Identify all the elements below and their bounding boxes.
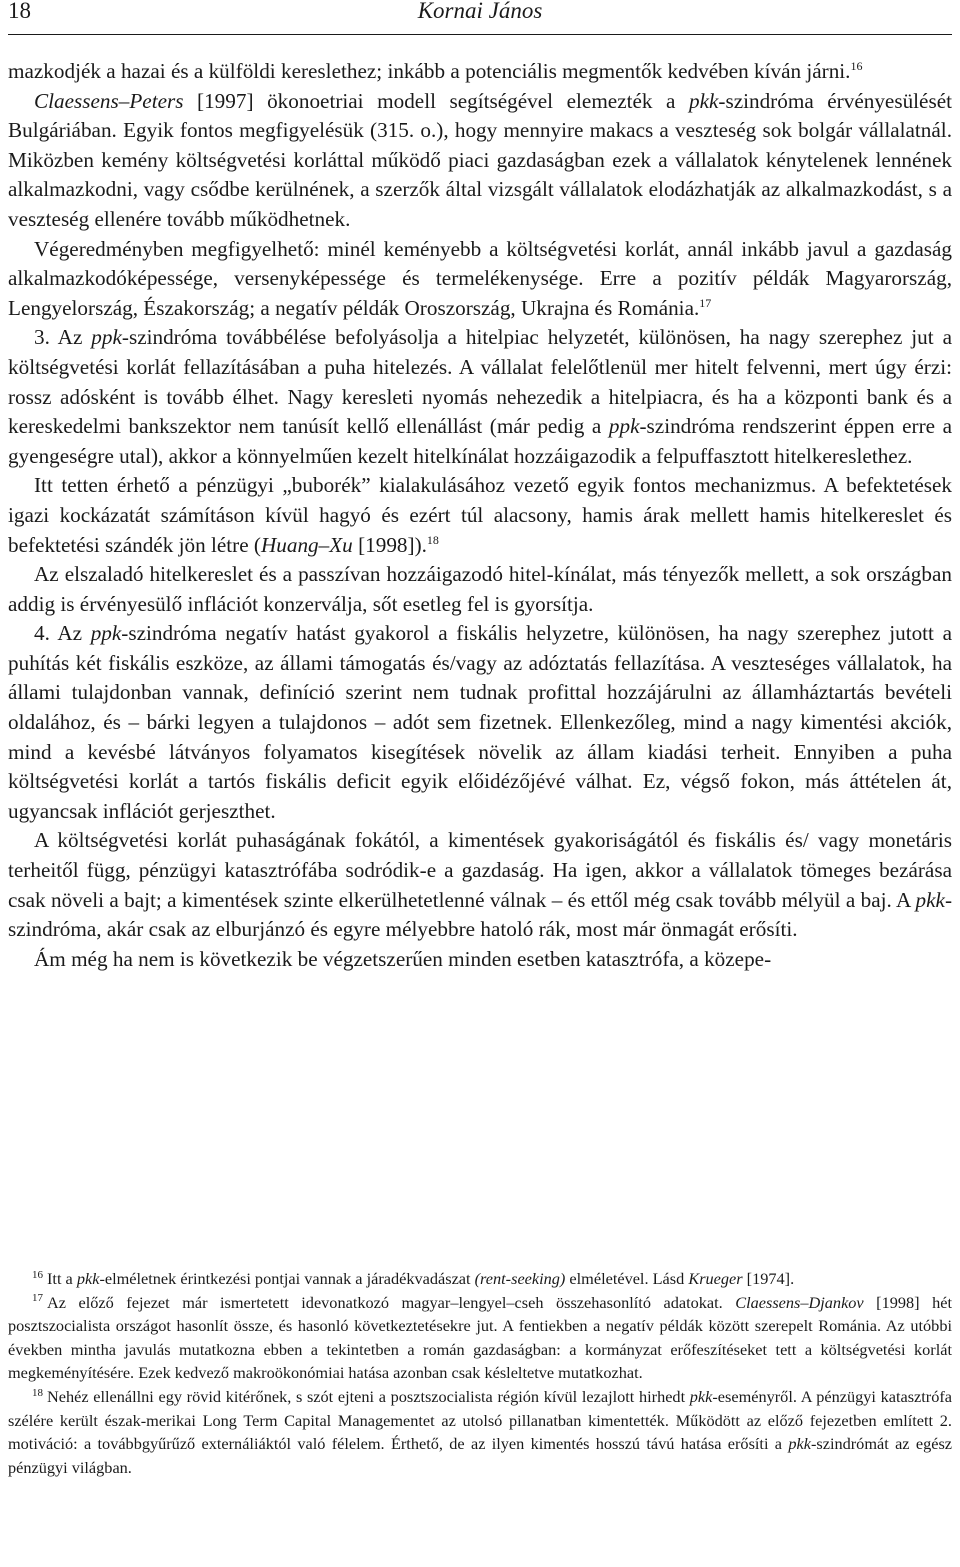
term-italic: pkk bbox=[788, 1434, 811, 1454]
term-italic: ppk bbox=[90, 621, 122, 646]
text-run: [1997] ökonoetriai modell segítségével elemezték a bbox=[183, 88, 689, 113]
main-text bbox=[8, 57, 952, 974]
paragraph bbox=[8, 235, 952, 324]
text-run: -eseményről. A pénzügyi katasztrófa szélére került észak-merikai Long Term Capital Managementet az utolsó pillanatban kimentették. Működött az előző fejezetben említett 2. motiváció: a továbbgyűrűző externáliáktól való félelem. Érthető, de az ilyen kimentés hosszú távú hatása erősíti a bbox=[8, 1386, 952, 1454]
footnote-ref[interactable]: 17 bbox=[699, 295, 712, 310]
footnote-number: 16 bbox=[32, 1268, 43, 1281]
text-run: -szindróma továbbélése befolyásolja a hitelpiac helyzetét, különösen, ha nagy szerephez jut a költségvetési korlát fellazításában a puha hitelezés. A vállalat felelőtlenül mer hitelt felvenni, mert úgy érzi: rossz adósként is tovább élhet. Nagy keresleti nyomás nehezedik a hitelpiacra, és ha a központi bank és a kereskedelmi bankszektor nem tanúsít kellő ellenállást (már pedig a bbox=[8, 325, 952, 439]
running-head: Kornai János bbox=[417, 0, 543, 23]
text-run: [1998] hét posztszocialista országot hasonlít össze, és hasonló következtetésekre jut. A fentiekben a negatív példák között szerepelt Románia. Az utóbbi években mintha javulás mutatkozna ebben a tekintetben a román gazdaságban: a kormányzat erőfeszítéseket tett a költségvetési korlát megkeményítésére. Ezek kedvező makroökonómiai hatása azonban csak késleltetve mutatkozhat. bbox=[8, 1292, 953, 1383]
author-citation: Claessens–Peters bbox=[34, 88, 184, 113]
paragraph bbox=[8, 87, 952, 235]
footnote-ref[interactable]: 16 bbox=[850, 58, 863, 73]
footnote bbox=[8, 1267, 952, 1291]
term-italic: pkk bbox=[915, 887, 945, 912]
paragraph bbox=[8, 560, 952, 619]
text-run: Nehéz ellenállni egy rövid kitérőnek, s szót ejteni a posztszocialista régión kívül lezajlott hirhedt bbox=[47, 1386, 690, 1406]
author-citation: Huang–Xu bbox=[260, 532, 353, 557]
text-run: -szindróma érvényesülését Bulgáriában. Egyik fontos megfigyelésük (315. o.), hogy mennyire makacs a veszteség sok bolgár vállalatnál. Miközben kemény költségvetési korláttal működő piaci gazdaságban ezek a vállalatok kénytelenek lennének alkalmazkodni, vagy csődbe kerülnének, a szerzők által vizsgált vállalatok elodázhatják az alkalmazkodást, s a veszteség ellenére tovább működhetnek. bbox=[8, 88, 952, 231]
page-header bbox=[8, 0, 952, 35]
text-run: mazkodjék a hazai és a külföldi kereslethez; inkább a potenciális megmentők kedvében kíván járni. bbox=[8, 59, 851, 83]
text-run: Az elszaladó hitelkereslet és a passzívan hozzáigazodó hitel-kínálat, más tényezők mellett, a sok országban addig is érvényesülő inflációt konzerválja, sőt esetleg fel is gyorsítja. bbox=[8, 562, 952, 616]
term-italic: ppk bbox=[608, 414, 640, 439]
text-run: elméletével. Lásd bbox=[565, 1269, 689, 1288]
paragraph bbox=[8, 57, 952, 87]
text-run: [1974]. bbox=[742, 1269, 795, 1288]
text-run: Végeredményben megfigyelhető: minél keményebb a költségvetési korlát, annál inkább javul a gazdaság alkalmazkodóképessége, versenyképessége és termelékenysége. Erre a pozitív példák Magyarország, Lengyelország, Északország; a negatív példák Oroszország, Ukrajna és Románia. bbox=[8, 236, 952, 320]
term-italic: pkk bbox=[76, 1269, 100, 1288]
text-run: Itt tetten érhető a pénzügyi „buborék” kialakulásához vezető egyik fontos mechanizmus. A befektetések igazi kockázatát számításon kívül hagyó és ezért túl alacsony, hamis árak mellett hamis hitelkereslet és befektetési szándék jön létre ( bbox=[8, 473, 952, 557]
text-run: Itt a bbox=[47, 1269, 77, 1288]
term-italic: ppk bbox=[91, 325, 122, 350]
text-run: Az előző fejezet már ismertetett idevonatkozó magyar–lengyel–cseh összehasonlító adatokat. bbox=[47, 1292, 736, 1312]
term-italic: pkk bbox=[689, 88, 719, 113]
footnote-ref[interactable]: 18 bbox=[426, 532, 439, 547]
paragraph bbox=[8, 945, 952, 975]
text-run: Ám még ha nem is következik be végzetszerűen minden esetben katasztrófa, a közepe- bbox=[34, 946, 772, 971]
footnote-number: 17 bbox=[32, 1292, 43, 1305]
footnote-number: 18 bbox=[32, 1386, 43, 1399]
text-run: A költségvetési korlát puhaságának fokától, a kimentések gyakoriságától és fiskális és/ vagy monetáris terheitől függ, pénzügyi katasztrófába sodródik-e a gazdaság. Ha igen, akkor a vállalatok tömeges bezárása csak növeli a bajt; a kimentések szinte elkerülhetetlenné válnak – és ettől még csak tovább mélyül a baj. A bbox=[8, 828, 952, 912]
footnote bbox=[8, 1385, 952, 1479]
paragraph bbox=[8, 471, 952, 560]
author-citation: Claessens–Djankov bbox=[735, 1292, 864, 1312]
text-run: -szindróma rendszerint éppen erre a gyengeségre utal), akkor a könnyelműen kezelt hitelkínálat hozzáigazodik a felpuffasztott hitelkereslethez. bbox=[8, 414, 952, 468]
paragraph bbox=[8, 826, 952, 944]
text-run: 3. Az bbox=[34, 325, 92, 350]
footnote bbox=[8, 1291, 952, 1385]
text-run: -szindróma, akár csak az elburjánzó és egyre mélyebbre hatoló rák, most már önmagát erősíti. bbox=[8, 887, 952, 942]
paragraph bbox=[8, 323, 952, 471]
author-citation: Krueger bbox=[688, 1269, 743, 1288]
text-run: 4. Az bbox=[34, 621, 91, 646]
page-number: 18 bbox=[8, 0, 31, 23]
text-run: -szindrómát az egész pénzügyi világban. bbox=[8, 1434, 953, 1477]
term-italic: (rent-seeking) bbox=[474, 1269, 566, 1288]
footnotes bbox=[8, 1267, 952, 1479]
paragraph bbox=[8, 619, 952, 826]
text-run: [1998]). bbox=[352, 532, 427, 557]
term-italic: pkk bbox=[689, 1386, 713, 1406]
text-run: -elméletnek érintkezési pontjai vannak a járadékvadászat bbox=[99, 1269, 475, 1288]
text-run: -szindróma negatív hatást gyakorol a fiskális helyzetre, különösen, ha nagy szerephez jutott a puhítás két fiskális eszköze, az állami támogatás és/vagy az adóztatás fellazítása. A veszteséges vállalatok, ha állami tulajdonban vannak, definíció szerint nem tudnak profittal hozzájárulni az államháztartás bevételi oldalához, és – bárki legyen a tulajdonos – adót sem fizetnek. Ellenkezőleg, mind a nagy kimentési akciók, mind a kevésbé látványos folyamatos kisegítések növelik az állam kiadási terheit. Ennyiben a puha költségvetési korlát a tartós fiskális deficit egyik előidézőjévé válhat. Ez, végső fokon, más áttételen át, ugyancsak inflációt gerjeszthet. bbox=[8, 621, 952, 823]
